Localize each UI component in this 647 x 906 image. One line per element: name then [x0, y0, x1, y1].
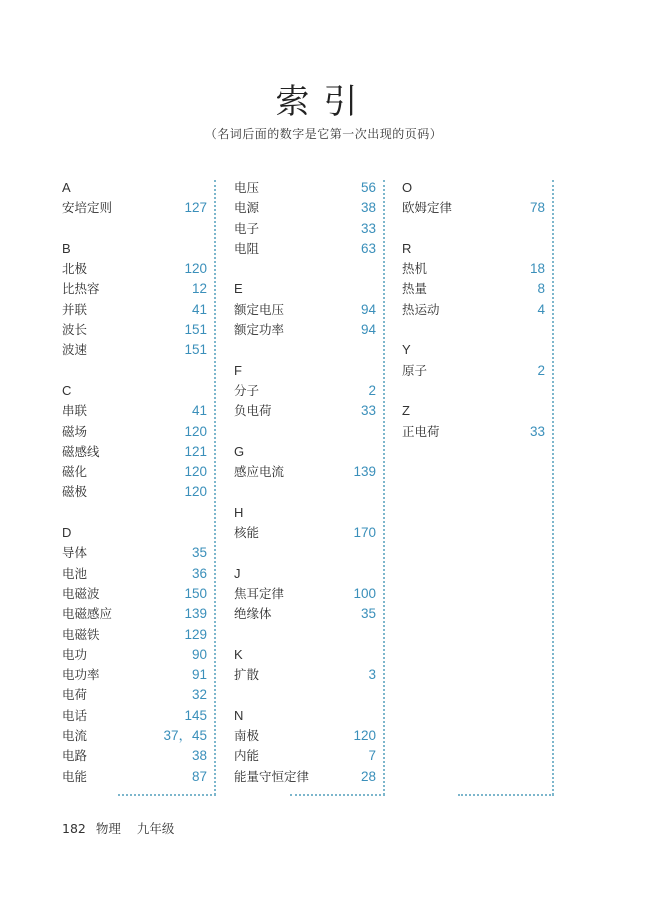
index-term: 额定功率: [234, 322, 285, 338]
index-entry: [234, 219, 376, 239]
index-term: 磁场: [62, 423, 88, 439]
index-page-number: 120: [353, 728, 376, 744]
index-entry: [234, 320, 376, 340]
index-term: 比热容: [62, 281, 100, 297]
index-page-number: 33: [360, 403, 376, 419]
index-term: 欧姆定律: [402, 200, 453, 216]
index-term: 导体: [62, 545, 88, 561]
index-page-number: 94: [360, 322, 376, 338]
index-entry: [62, 767, 207, 787]
index-page-number: 32: [191, 687, 207, 703]
index-page-number: 120: [184, 261, 207, 277]
index-entry: [402, 300, 545, 320]
footer-page-number: 182: [62, 821, 86, 836]
index-term: 北极: [62, 261, 88, 277]
index-entry: [62, 726, 207, 746]
index-entry: [62, 625, 207, 645]
index-term: 电池: [62, 565, 88, 581]
index-term: 正电荷: [402, 423, 440, 439]
index-page-number: 7: [368, 748, 376, 764]
index-term: 安培定则: [62, 200, 113, 216]
index-term: 扩散: [234, 667, 260, 683]
index-entry: [402, 279, 545, 299]
index-term: 能量守恒定律: [234, 768, 310, 784]
index-entry: [62, 543, 207, 563]
index-page-number: 4: [537, 301, 545, 317]
index-letter-heading: R: [402, 240, 412, 256]
index-entry: [62, 279, 207, 299]
index-term: 串联: [62, 403, 88, 419]
index-column-2: [234, 178, 376, 787]
index-letter-heading: Y: [402, 342, 411, 358]
index-letter-heading: O: [402, 180, 413, 195]
index-entry: [62, 259, 207, 279]
index-entry: [234, 401, 376, 421]
index-letter-heading: J: [234, 565, 241, 581]
index-page-number: 36: [191, 565, 207, 581]
index-entry: [234, 746, 376, 766]
index-entry: [62, 442, 207, 462]
footer-subject: 物理: [95, 821, 121, 836]
index-page-number: 41: [191, 403, 207, 419]
index-page-number: 91: [191, 667, 207, 683]
index-term: 磁化: [62, 464, 88, 480]
index-entry: [234, 726, 376, 746]
index-page-number: 170: [353, 525, 376, 541]
index-term: 电磁铁: [62, 626, 100, 642]
index-term: 电磁波: [62, 585, 100, 601]
column-bottom-rule-1: [118, 794, 216, 796]
index-term: 电流: [62, 728, 88, 744]
index-page-number: 94: [360, 301, 376, 317]
column-divider-2: [383, 180, 385, 795]
index-letter-heading: E: [234, 281, 243, 297]
index-page-number: 38: [360, 200, 376, 216]
index-entry: [62, 320, 207, 340]
index-page-number: 120: [184, 423, 207, 439]
index-entry: [234, 604, 376, 624]
column-bottom-rule-3: [458, 794, 554, 796]
index-term: 电功率: [62, 667, 100, 683]
group-spacer: [62, 503, 207, 523]
index-entry: [402, 422, 545, 442]
index-entry: [62, 198, 207, 218]
index-page-number: 139: [184, 606, 207, 622]
index-term: 绝缘体: [234, 606, 272, 622]
index-entry: [234, 178, 376, 198]
group-spacer: [402, 219, 545, 239]
index-term: 电话: [62, 707, 88, 723]
index-letter-heading: D: [62, 525, 72, 541]
index-page-number: 3: [368, 667, 376, 683]
group-spacer: [402, 320, 545, 340]
group-spacer: [234, 422, 376, 442]
index-term: 电荷: [62, 687, 88, 703]
index-term: 原子: [402, 362, 428, 378]
index-page-number: 38: [191, 748, 207, 764]
group-spacer: [234, 543, 376, 563]
index-term: 电功: [62, 646, 88, 662]
index-term: 电路: [62, 748, 88, 764]
index-term: 额定电压: [234, 301, 285, 317]
index-letter-heading: A: [62, 180, 71, 195]
index-letter-heading: G: [234, 443, 245, 459]
index-page-number: 18: [529, 261, 545, 277]
index-entry: [234, 584, 376, 604]
index-term: 负电荷: [234, 403, 272, 419]
index-page-number: 151: [184, 342, 207, 358]
index-term: 核能: [234, 525, 260, 541]
index-column-1: [62, 178, 207, 787]
index-page-number: 56: [360, 180, 376, 195]
index-entry: [234, 381, 376, 401]
index-entry: [234, 767, 376, 787]
index-entry: [62, 685, 207, 705]
index-page-number: 100: [353, 585, 376, 601]
column-divider-3: [552, 180, 554, 795]
index-entry: [234, 198, 376, 218]
index-page-number: 139: [353, 464, 376, 480]
group-spacer: [402, 381, 545, 401]
index-entry: [62, 300, 207, 320]
index-page-number: 121: [184, 443, 207, 459]
index-term: 电源: [234, 200, 260, 216]
index-page-number: 2: [537, 362, 545, 378]
index-page-number: 12: [191, 281, 207, 297]
index-page-number: 145: [184, 707, 207, 723]
index-column-3: [402, 178, 545, 442]
index-page-number: 37，45: [163, 728, 207, 744]
index-page-number: 63: [360, 240, 376, 256]
index-term: 南极: [234, 728, 260, 744]
index-page-number: 129: [184, 626, 207, 642]
index-letter-heading: K: [234, 646, 243, 662]
index-term: 热运动: [402, 301, 440, 317]
index-term: 分子: [234, 382, 260, 398]
index-page-number: 33: [529, 423, 545, 439]
index-letter-heading: Z: [402, 403, 410, 419]
index-term: 感应电流: [234, 464, 285, 480]
index-page-number: 35: [191, 545, 207, 561]
page-subtitle: （名词后面的数字是它第一次出现的页码）: [204, 127, 443, 141]
group-spacer: [234, 625, 376, 645]
index-entry: [62, 564, 207, 584]
index-term: 并联: [62, 301, 88, 317]
index-page-number: 150: [184, 585, 207, 601]
index-entry: [62, 665, 207, 685]
index-letter-heading: F: [234, 362, 242, 378]
index-entry: [62, 604, 207, 624]
group-spacer: [234, 482, 376, 502]
index-page-number: 28: [360, 768, 376, 784]
index-term: 内能: [234, 748, 260, 764]
group-spacer: [62, 219, 207, 239]
index-term: 电阻: [234, 240, 260, 256]
index-term: 波长: [62, 322, 88, 338]
index-term: 焦耳定律: [234, 585, 285, 601]
index-term: 磁极: [62, 484, 88, 500]
index-entry: [62, 422, 207, 442]
index-entry: [402, 361, 545, 381]
index-page-number: 78: [529, 200, 545, 216]
index-term: 磁感线: [62, 443, 100, 459]
index-entry: [402, 198, 545, 218]
index-entry: [62, 401, 207, 421]
index-page-number: 35: [360, 606, 376, 622]
index-entry: [62, 706, 207, 726]
index-term: 电压: [234, 180, 260, 195]
index-entry: [234, 239, 376, 259]
index-term: 波速: [62, 342, 88, 358]
column-divider-1: [214, 180, 216, 795]
index-page-number: 120: [184, 484, 207, 500]
index-page-number: 90: [191, 646, 207, 662]
group-spacer: [234, 685, 376, 705]
index-page-number: 120: [184, 464, 207, 480]
index-letter-heading: C: [62, 382, 72, 398]
index-entry: [234, 300, 376, 320]
index-letter-heading: N: [234, 707, 244, 723]
index-page-number: 33: [360, 220, 376, 236]
index-entry: [62, 340, 207, 360]
index-page-number: 8: [537, 281, 545, 297]
index-term: 热机: [402, 261, 428, 277]
index-page-number: 41: [191, 301, 207, 317]
index-entry: [62, 645, 207, 665]
index-entry: [234, 462, 376, 482]
index-entry: [62, 462, 207, 482]
index-term: 电子: [234, 220, 260, 236]
index-entry: [62, 482, 207, 502]
column-bottom-rule-2: [290, 794, 385, 796]
index-entry: [62, 746, 207, 766]
index-term: 电能: [62, 768, 88, 784]
index-entry: [62, 584, 207, 604]
group-spacer: [62, 361, 207, 381]
index-entry: [402, 259, 545, 279]
index-term: 电磁感应: [62, 606, 113, 622]
index-page-number: 127: [184, 200, 207, 216]
index-page-number: 87: [191, 768, 207, 784]
index-page-number: 151: [184, 322, 207, 338]
index-letter-heading: H: [234, 504, 244, 520]
index-letter-heading: B: [62, 240, 71, 256]
page-title: 索引: [275, 82, 372, 122]
index-entry: [234, 523, 376, 543]
index-entry: [234, 665, 376, 685]
index-page-number: 2: [368, 382, 376, 398]
footer-grade: 九年级: [136, 821, 175, 836]
group-spacer: [234, 259, 376, 279]
index-term: 热量: [402, 281, 428, 297]
group-spacer: [234, 340, 376, 360]
page-footer: [62, 819, 180, 837]
